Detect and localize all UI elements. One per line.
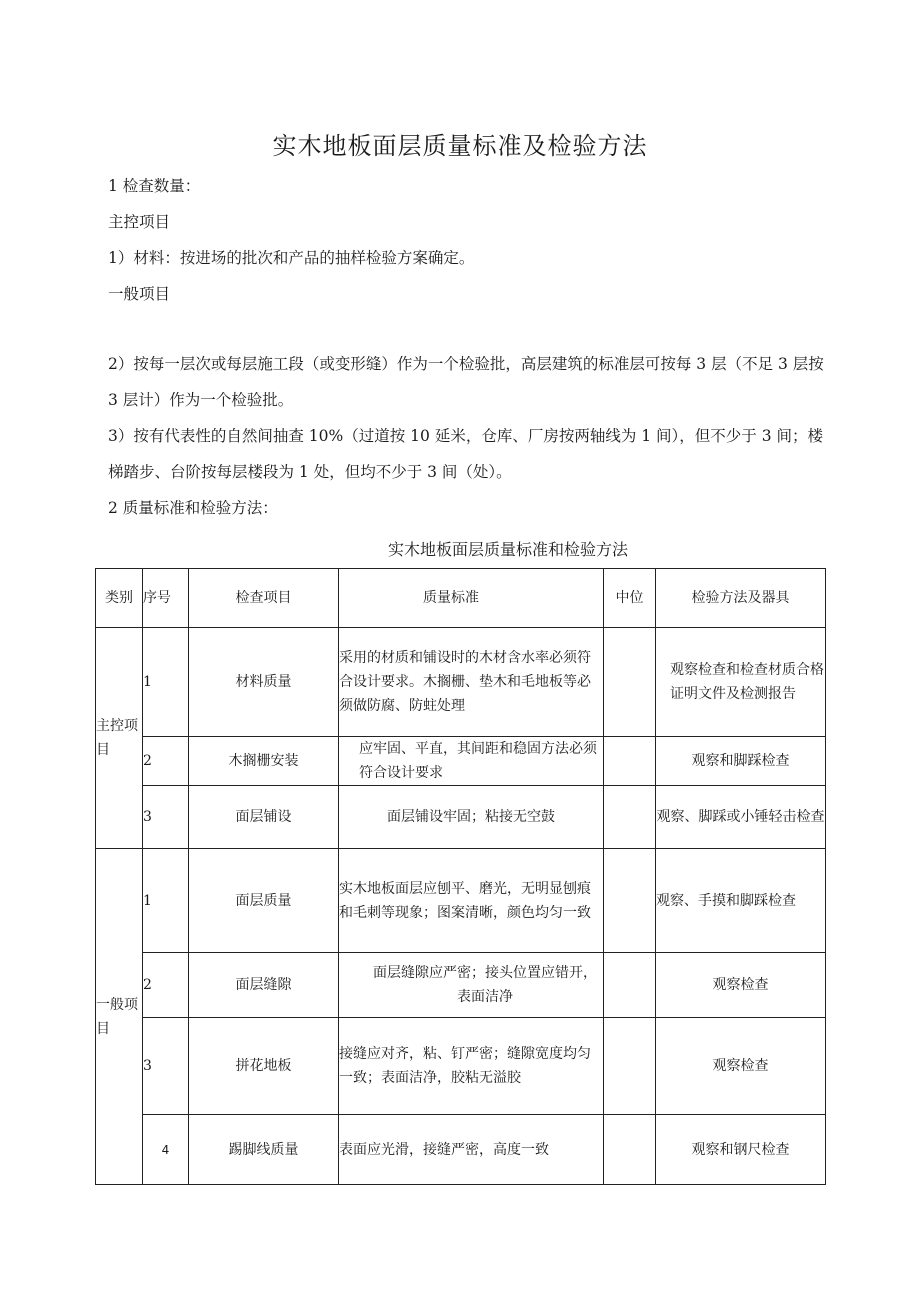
row-standard: 表面应光滑，接缝严密，高度一致 [339,1115,604,1185]
header-method: 检验方法及器具 [656,569,826,628]
row-index: 2 [143,737,189,786]
row-standard: 实木地板面层应刨平、磨光，无明显刨痕和毛刺等现象；图案清晰，颜色均匀一致 [339,849,604,953]
inspection-quantity-heading: 1 检查数量： [108,177,201,195]
row-method: 观察、手摸和脚踩检查 [656,849,826,953]
header-position: 中位 [604,569,656,628]
table-row [96,786,826,849]
quality-standard-heading: 2 质量标准和检验方法： [108,499,278,517]
row-standard: 面层铺设牢固；粘接无空鼓 [339,786,604,849]
row-method: 观察和钢尺检查 [656,1115,826,1185]
table-header-row [96,569,826,628]
row-index: 4 [143,1115,189,1185]
header-standard: 质量标准 [339,569,604,628]
row-position [604,1115,656,1185]
table-row [96,849,826,953]
row-standard: 采用的材质和铺设时的木材含水率必须符合设计要求。木搁栅、垫木和毛地板等必须做防腐、防蛀处理 [339,628,604,737]
row-position [604,628,656,737]
row-position [604,953,656,1018]
table-row [96,737,826,786]
row-method: 观察检查 [656,953,826,1018]
row-position [604,849,656,953]
header-category: 类别 [96,569,143,628]
row-item: 面层铺设 [189,786,339,849]
row-index: 1 [143,628,189,737]
row-item: 木搁栅安装 [189,737,339,786]
row-item: 踢脚线质量 [189,1115,339,1185]
row-position [604,737,656,786]
row-method: 观察和脚踩检查 [656,737,826,786]
quality-standard-table [95,568,826,1185]
category-main: 主控项目 [96,628,143,849]
table-row [96,1018,826,1115]
row-item: 面层质量 [189,849,339,953]
row-method: 观察检查 [656,1018,826,1115]
general-items-heading: 一般项目 [108,285,171,303]
row-position [604,1018,656,1115]
row-standard: 接缝应对齐，粘、钉严密；缝隙宽度均匀一致；表面洁净，胶粘无溢胶 [339,1018,604,1115]
row-index: 3 [143,1018,189,1115]
batch-paragraph: 2）按每一层次或每层施工段（或变形缝）作为一个检验批，高层建筑的标准层可按每 3 层（不足 3 层按 3 层计）作为一个检验批。 [108,355,824,409]
header-item: 检查项目 [189,569,339,628]
main-items-heading: 主控项目 [108,213,171,231]
row-index: 1 [143,849,189,953]
row-method: 观察、脚踩或小锤轻击检查 [656,786,826,849]
row-method: 观察检查和检查材质合格证明文件及检测报告 [656,628,826,737]
material-paragraph: 1）材料：按进场的批次和产品的抽样检验方案确定。 [108,249,475,267]
header-index: 序号 [143,569,189,628]
table-row [96,628,826,737]
category-general: 一般项目 [96,849,143,1185]
row-standard: 面层缝隙应严密；接头位置应错开，表面洁净 [339,953,604,1018]
sampling-paragraph: 3）按有代表性的自然间抽查 10%（过道按 10 延米，仓库、厂房按两轴线为 1 间），但不少于 3 间；楼梯踏步、台阶按每层楼段为 1 处，但均不少于 3 间（处）。 [108,427,824,481]
row-standard: 应牢固、平直，其间距和稳固方法必须符合设计要求 [339,737,604,786]
table-row [96,953,826,1018]
row-index: 2 [143,953,189,1018]
row-index: 3 [143,786,189,849]
row-item: 拼花地板 [189,1018,339,1115]
row-item: 材料质量 [189,628,339,737]
page-title: 实木地板面层质量标准及检验方法 [272,132,648,160]
table-caption: 实木地板面层质量标准和检验方法 [387,540,628,559]
row-item: 面层缝隙 [189,953,339,1018]
row-position [604,786,656,849]
table-row [96,1115,826,1185]
